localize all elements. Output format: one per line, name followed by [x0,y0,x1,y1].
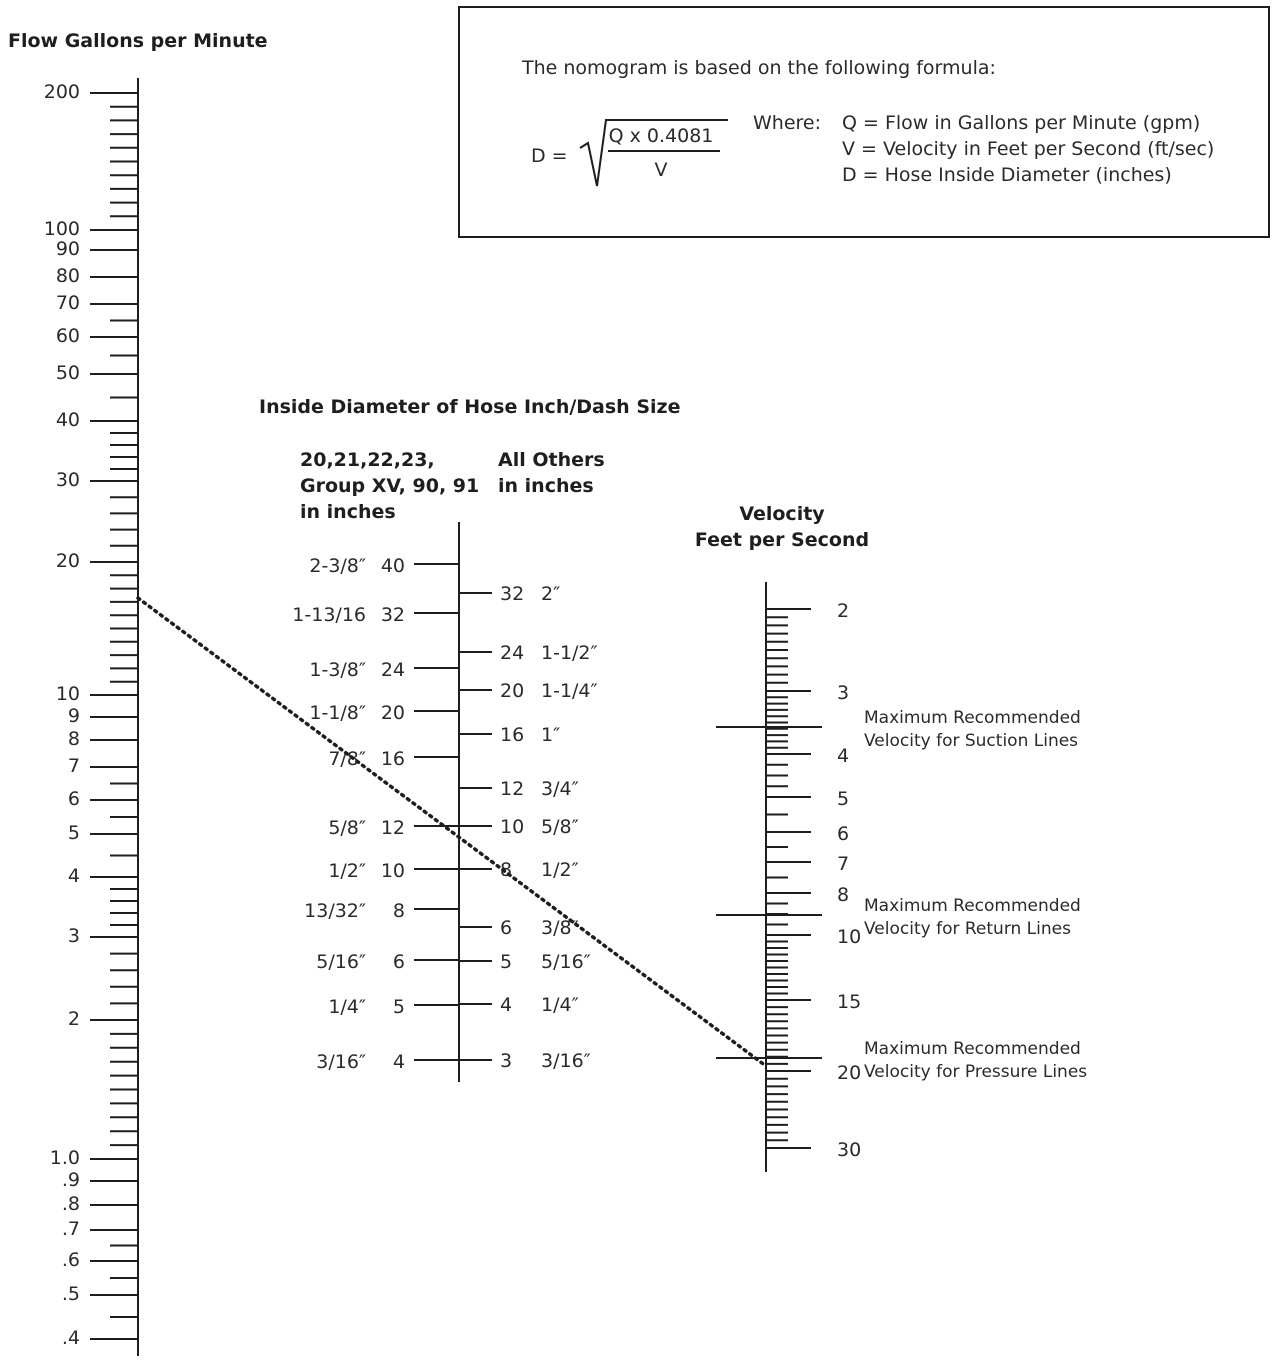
velocity-limit-label: Velocity for Pressure Lines [864,1062,1088,1082]
right-header-line-2: in inches [498,475,594,497]
flow-tick-label: 2 [67,1008,80,1030]
left-dash-size-label: 8 [392,900,405,922]
flow-tick-label: 90 [55,238,80,260]
flow-tick-label: 200 [43,81,80,103]
flow-tick-label: .4 [61,1327,80,1349]
left-inch-label: 1/2″ [328,860,366,882]
left-inch-label: 7/8″ [328,748,366,770]
velocity-limit-label: Velocity for Suction Lines [864,731,1079,751]
velocity-limit-label: Maximum Recommended [864,1039,1081,1059]
velocity-tick-label: 4 [837,745,850,767]
flow-tick-label: 100 [43,218,80,240]
left-header-line-3: in inches [300,501,396,523]
flow-tick-label: 80 [55,265,80,287]
left-dash-size-label: 20 [380,702,405,724]
velocity-tick-label: 20 [837,1062,862,1084]
flow-tick-label: 60 [55,325,80,347]
velocity-title-line-2: Feet per Second [694,529,870,551]
velocity-limit-label: Velocity for Return Lines [864,919,1071,939]
left-inch-label: 13/32″ [304,900,366,922]
right-dash-size-label: 20 [500,680,525,702]
left-inch-label: 5/16″ [316,951,366,973]
left-inch-label: 1-3/8″ [309,659,366,681]
flow-tick-label: .6 [61,1249,80,1271]
flow-tick-label: 10 [55,683,80,705]
left-dash-size-label: 10 [380,860,405,882]
right-inch-label: 5/8″ [541,816,579,838]
left-dash-size-label: 16 [380,748,405,770]
velocity-tick-label: 30 [837,1139,862,1161]
right-inch-label: 3/8″ [541,917,579,939]
flow-tick-label: 20 [55,550,80,572]
flow-tick-label: .5 [61,1283,80,1305]
velocity-scale [695,503,1087,1172]
right-dash-size-label: 32 [500,583,525,605]
right-dash-size-label: 6 [500,917,513,939]
left-inch-label: 1/4″ [328,996,366,1018]
right-dash-size-label: 4 [500,994,513,1016]
left-dash-size-label: 32 [380,604,405,626]
velocity-limit-label: Maximum Recommended [864,708,1081,728]
velocity-tick-label: 3 [837,682,850,704]
definition-v: V = Velocity in Feet per Second (ft/sec) [842,138,1215,160]
right-inch-label: 3/4″ [541,778,579,800]
left-inch-label: 3/16″ [316,1051,366,1073]
diameter-scale-title: Inside Diameter of Hose Inch/Dash Size [259,396,681,418]
diameter-left-ticks [292,555,459,1073]
diameter-scale [259,396,680,1082]
left-dash-size-label: 4 [392,1051,405,1073]
left-dash-size-label: 6 [392,951,405,973]
flow-tick-label: 50 [55,362,80,384]
formula-where-label: Where: [753,112,822,134]
flow-tick-label: .8 [61,1193,80,1215]
right-dash-size-label: 10 [500,816,525,838]
velocity-title-line-1: Velocity [739,503,825,525]
flow-tick-label: 4 [67,865,80,887]
right-dash-size-label: 12 [500,778,525,800]
left-inch-label: 1-1/8″ [309,702,366,724]
flow-tick-label: 40 [55,409,80,431]
velocity-tick-label: 5 [837,788,850,810]
flow-tick-label: .7 [61,1218,80,1240]
right-inch-label: 5/16″ [541,951,591,973]
velocity-major-ticks [766,600,861,1161]
velocity-limit-label: Maximum Recommended [864,896,1081,916]
left-inch-label: 2-3/8″ [309,555,366,577]
velocity-tick-label: 2 [837,600,850,622]
definition-q: Q = Flow in Gallons per Minute (gpm) [842,112,1201,134]
right-inch-label: 1″ [541,724,561,746]
formula-numerator: Q x 0.4081 [608,125,714,147]
flow-tick-label: 1.0 [49,1147,80,1169]
left-header-line-2: Group XV, 90, 91 [300,475,480,497]
formula-denominator: V [654,159,668,181]
velocity-tick-label: 8 [837,884,850,906]
velocity-tick-label: 10 [837,926,862,948]
flow-tick-label: 30 [55,469,80,491]
flow-minor-ticks [110,107,138,1317]
right-dash-size-label: 24 [500,642,525,664]
left-dash-size-label: 5 [392,996,405,1018]
velocity-tick-label: 7 [837,853,850,875]
left-header-line-1: 20,21,22,23, [300,449,435,471]
formula-lhs: D = [531,145,568,167]
flow-tick-label: 8 [67,728,80,750]
formula-intro: The nomogram is based on the following formula: [522,57,996,79]
velocity-tick-label: 6 [837,823,850,845]
definition-d: D = Hose Inside Diameter (inches) [842,164,1172,186]
diameter-right-ticks [459,583,598,1072]
flow-tick-label: 7 [67,755,80,777]
right-dash-size-label: 8 [500,859,513,881]
left-dash-size-label: 40 [380,555,405,577]
flow-tick-label: .9 [61,1169,80,1191]
right-inch-label: 1-1/2″ [541,642,598,664]
right-dash-size-label: 16 [500,724,525,746]
right-dash-size-label: 5 [500,951,513,973]
flow-tick-label: 70 [55,292,80,314]
velocity-minor-ticks [766,617,788,1140]
formula-box [459,7,1269,237]
flow-scale [8,30,268,1356]
flow-tick-label: 9 [67,705,80,727]
right-inch-label: 2″ [541,583,561,605]
right-inch-label: 1/4″ [541,994,579,1016]
flow-major-ticks [44,81,138,1349]
flow-tick-label: 5 [67,822,80,844]
right-inch-label: 3/16″ [541,1050,591,1072]
right-header-line-1: All Others [498,449,605,471]
left-dash-size-label: 12 [380,817,405,839]
left-dash-size-label: 24 [380,659,405,681]
flow-scale-title: Flow Gallons per Minute [8,30,268,52]
right-inch-label: 1/2″ [541,859,579,881]
velocity-tick-label: 15 [837,991,862,1013]
flow-tick-label: 3 [67,925,80,947]
right-inch-label: 1-1/4″ [541,680,598,702]
right-dash-size-label: 3 [500,1050,513,1072]
left-inch-label: 1-13/16 [292,604,366,626]
left-inch-label: 5/8″ [328,817,366,839]
flow-tick-label: 6 [67,788,80,810]
